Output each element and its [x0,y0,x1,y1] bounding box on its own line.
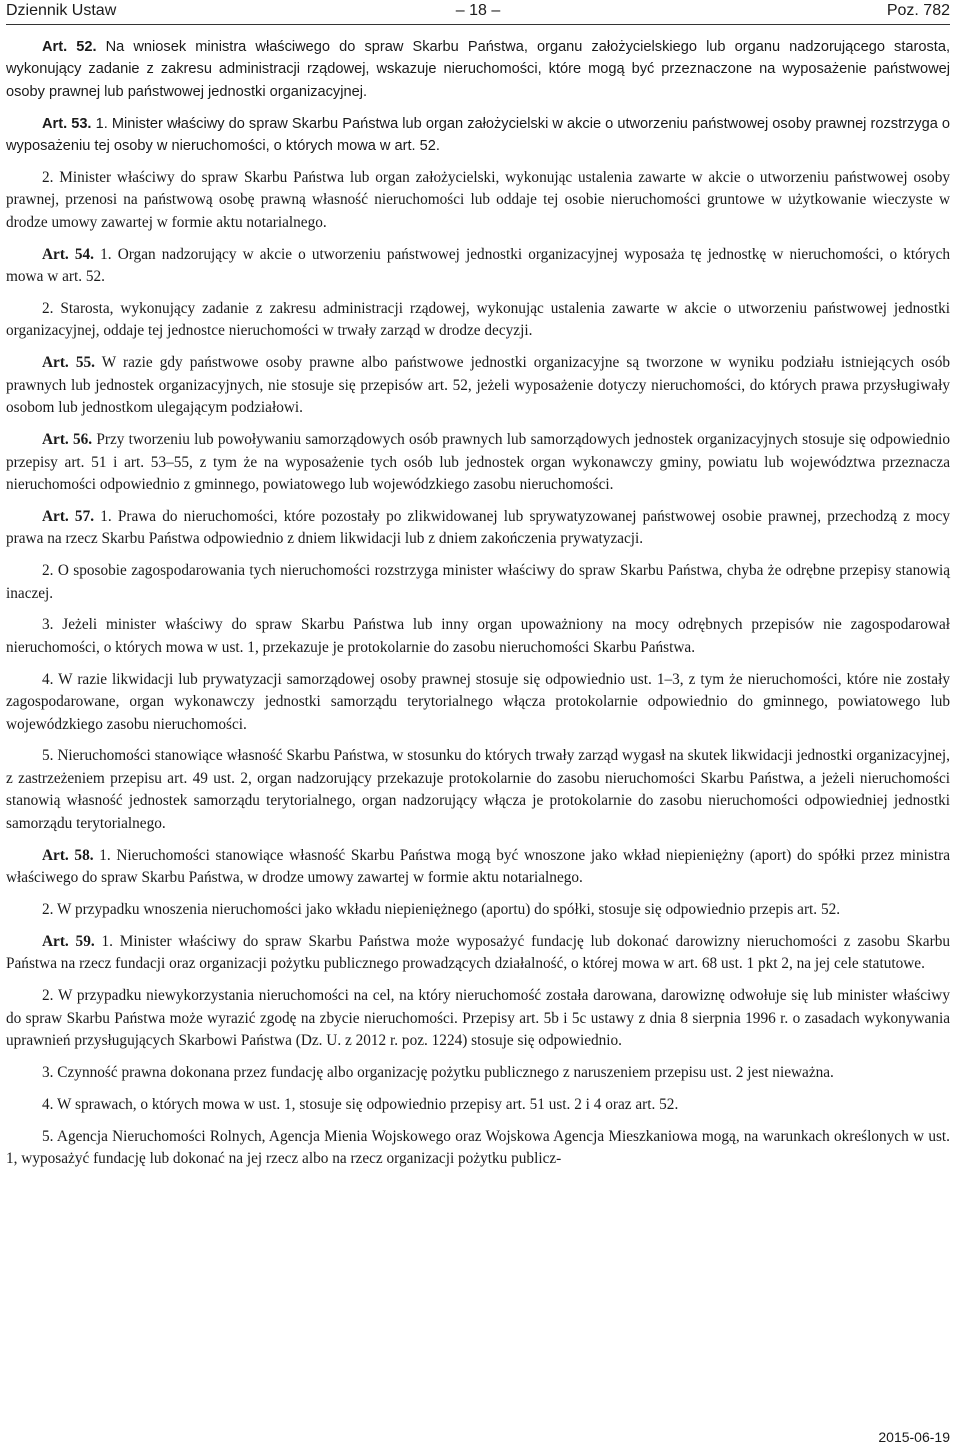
article-label: Art. 58. [42,846,94,864]
paragraph-text: 1. Nieruchomości stanowiące własność Skarbu Państwa mogą być wnoszone jako wkład niepieniężny (aport) do spółki przez ministra właściwego do spraw Skarbu Państwa, w drodze umowy zawartej w formie aktu notarialnego. [6,846,951,886]
paragraph [6,167,950,234]
position-number: Poz. 782 [886,2,950,19]
paragraph-text: 2. O sposobie zagospodarowania tych nieruchomości rozstrzyga minister właściwy do spraw Skarbu Państwa, chyba że odrębne przepisy stanowią inaczej. [6,562,950,602]
paragraph-text: 3. Jeżeli minister właściwy do spraw Skarbu Państwa lub inny organ upoważniony na mocy odrębnych przepisów nie zagospodarował nieruchomości, o których mowa w ust. 1, przekazuje je protokolarnie do zasobu nieruchomości Skarbu Państwa. [6,616,950,656]
paragraph [6,560,950,605]
paragraph-text: 1. Prawa do nieruchomości, które pozostały po zlikwidowanej lub sprywatyzowanej państwowej osobie prawnej, przechodzą z mocy prawa na rzecz Skarbu Państwa odpowiednio z dniem likwidacji lub z dniem zakończenia prywatyzacji. [6,507,950,548]
article-label: Art. 54. [42,245,94,263]
paragraph-text: 2. Starosta, wykonujący zadanie z zakresu administracji rządowej, wykonując ustalenia zawarte w akcie o utworzeniu państwowej jednostki organizacyjnej, oddaje tej jednostce nieruchomości w trwały zarząd w drodze decyzji. [6,300,950,340]
paragraph [6,985,950,1052]
article-label: Art. 53. [42,115,92,132]
article-label: Art. 52. [42,39,97,55]
paragraph [6,244,950,289]
page-header [6,0,950,22]
paragraph-text: 1. Organ nadzorujący w akcie o utworzeniu państwowej jednostki organizacyjnej wyposaża tę jednostkę w nieruchomości, o których mowa w art. 52. [6,245,951,286]
paragraph [6,1062,950,1084]
paragraph-text: 2. W przypadku wnoszenia nieruchomości jako wkładu niepieniężnego (aportu) do spółki, stosuje się odpowiednio przepis art. 52. [42,900,841,918]
paragraph-text: 2. Minister właściwy do spraw Skarbu Państwa lub organ założycielski, wykonując ustalenia zawarte w akcie o utworzeniu państwowej osoby prawnej, przenosi na państwową osobę prawną własność nieruchomości lub oddaje tej osobie nieruchomości gruntowe w użytkowanie wieczyste w drodze umowy zawartej w formie aktu notarialnego. [6,169,950,231]
paragraph-text: 5. Nieruchomości stanowiące własność Skarbu Państwa, w stosunku do których trwały zarząd wygasł na skutek likwidacji jednostki organizacyjnej, z zastrzeżeniem przepisu art. 49 ust. 2, organ nadzorujący przekazuje protokolarnie do zasobu nieruchomości Skarbu Państwa, a jeżeli nieruchomości stanowią własność jednostek samorządu terytorialnego, organ nadzorujący włącza je protokolarnie do zasobu nieruchomości odpowiedniej jednostki samorządu terytorialnego. [6,747,950,832]
article-label: Art. 56. [42,431,93,449]
paragraph-text: 1. Minister właściwy do spraw Skarbu Państwa może wyposażyć fundację lub dokonać darowizny nieruchomości z zasobu Skarbu Państwa na rzecz fundacji oraz organizacji pożytku publicznego prowadzących działalność, o której mowa w art. 68 ust. 1 pkt 2, na jej cele statutowe. [6,932,950,973]
article-label: Art. 55. [42,354,95,372]
article-label: Art. 57. [42,507,95,525]
journal-title: Dziennik Ustaw [6,2,117,19]
paragraph-text: 4. W sprawach, o których mowa w ust. 1, stosuje się odpowiednio przepisy art. 51 ust. 2 i 4 oraz art. 52. [42,1095,679,1113]
paragraph [6,745,950,835]
paragraph-text: 4. W razie likwidacji lub prywatyzacji samorządowej osoby prawnej stosuje się odpowiednio ust. 1–3, z tym że nieruchomości, które nie zostały zagospodarowane, organ wykonawczy jednostki samorządu terytorialnego włącza protokolarnie odpowiednio do gminnego, powiatowego lub wojewódzkiego zasobu nieruchomości. [6,670,950,733]
paragraph [6,1126,950,1171]
paragraph [6,845,950,890]
paragraph-text: 1. Minister właściwy do spraw Skarbu Państwa lub organ założycielski w akcie o utworzeniu państwowej osoby prawnej rozstrzyga o wyposażeniu tej osoby w nieruchomości, o których mowa w art. 52. [6,115,950,155]
paragraph-text: W razie gdy państwowe osoby prawne albo państwowe jednostki organizacyjne są tworzone w wyniku podziału istniejących osób prawnych lub jednostek organizacyjnych, nie stosuje się przepisów art. 52, jeżeli wyposażenie dotyczy nieruchomości, do których prawa przysługiwały osobom lub jednostkom ulegającym podziałowi. [6,354,950,417]
paragraph-text: Na wniosek ministra właściwego do spraw Skarbu Państwa, organu założycielskiego lub organu nadzorującego starosta, wykonujący zadanie z zakresu administracji rządowej, wskazuje nieruchomości, które mogą być przeznaczone na wyposażenie państwowej osoby prawnej lub państwowej jednostki organizacyjnej. [6,39,950,100]
paragraph [6,669,950,736]
paragraph-text: 3. Czynność prawna dokonana przez fundację albo organizację pożytku publicznego z naruszeniem przepisu ust. 2 jest nieważna. [42,1063,834,1081]
paragraph [6,429,950,496]
header-rule [6,24,950,25]
paragraph [6,931,950,976]
page-number: – 18 – [455,2,501,19]
paragraph [6,614,950,659]
document-body [6,36,950,1170]
paragraph [6,36,950,103]
paragraph [6,352,950,419]
paragraph [6,506,950,551]
article-label: Art. 59. [42,932,95,950]
paragraph [6,899,950,921]
paragraph-text: 2. W przypadku niewykorzystania nieruchomości na cel, na który nieruchomość została darowana, darowiznę odwołuje się lub minister właściwy do spraw Skarbu Państwa może wyrazić zgodę na zbycie nieruchomości. Przepisy art. 5b i 5c ustawy z dnia 8 sierpnia 1996 r. o zasadach wykonywania uprawnień przysługujących Skarbowi Państwa (Dz. U. z 2012 r. poz. 1224) stosuje się odpowiednio. [6,987,950,1049]
paragraph [6,113,950,158]
publication-date: 2015-06-19 [878,1429,950,1445]
paragraph [6,1094,950,1116]
paragraph-text: 5. Agencja Nieruchomości Rolnych, Agencja Mienia Wojskowego oraz Wojskowa Agencja Mieszkaniowa mogą, na warunkach określonych w ust. 1, wyposażyć fundację lub dokonać na jej rzecz albo na rzecz organizacji pożytku publicz- [6,1127,950,1168]
paragraph [6,298,950,343]
paragraph-text: Przy tworzeniu lub powoływaniu samorządowych osób prawnych lub samorządowych jednostek organizacyjnych stosuje się odpowiednio przepisy art. 51 i art. 53–55, z tym że na wyposażenie tych osób lub jednostek organ wykonawczy gminy, powiatu lub województwa przeznacza nieruchomości odpowiednio z gminnego, powiatowego lub wojewódzkiego zasobu nieruchomości. [6,431,951,493]
